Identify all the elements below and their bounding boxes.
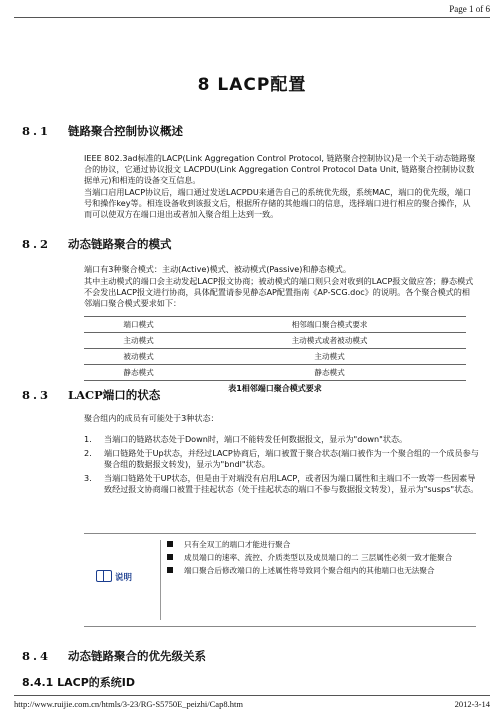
section-title: 动态链路聚合的模式 xyxy=(68,237,172,251)
footer-date: 2012-3-14 xyxy=(454,699,490,709)
table-header-cell: 端口模式 xyxy=(84,317,193,333)
table-row xyxy=(84,349,466,365)
paragraph: IEEE 802.3ad标准的LACP(Link Aggregation Control Protocol, 链路聚合控制协议)是一个关于动态链路聚合的协议，它通过协议报文 LACPDU(Link Aggregation Control Protocol Data Unit, 链路聚合控制协议数据单元)和相连的设备交互信息。 xyxy=(84,153,476,185)
paragraph: 端口有3种聚合模式：主动(Active)模式、被动模式(Passive)和静态模式。 xyxy=(84,264,351,274)
section-title: LACP端口的状态 xyxy=(68,388,161,402)
section-title: 动态链路聚合的优先级关系 xyxy=(68,649,206,663)
note-label xyxy=(96,570,132,583)
section-heading-8-2 xyxy=(22,236,172,252)
section-heading-8-1 xyxy=(22,123,183,139)
section-8-2-body xyxy=(84,264,476,310)
section-number: 8.4 xyxy=(22,649,52,663)
note-label-text: 说明 xyxy=(115,573,133,583)
section-number: 8.3 xyxy=(22,388,52,402)
table-cell: 静态模式 xyxy=(193,365,466,381)
table-header-row xyxy=(84,317,466,333)
list-item xyxy=(84,434,479,445)
section-heading-8-3 xyxy=(22,387,160,403)
note-item: 成员端口的速率、流控、介质类型以及成员端口的二 三层属性必须一致才能聚合 xyxy=(166,552,466,563)
subsection-heading-8-4-1: 8.4.1 LACP的系统ID xyxy=(22,676,136,689)
table-cell: 静态模式 xyxy=(84,365,193,381)
footer-url: http://www.ruijie.com.cn/htmls/3-23/RG-S5750E_peizhi/Cap8.htm xyxy=(14,699,243,709)
table-cell: 主动模式 xyxy=(84,333,193,349)
section-title: 链路聚合控制协议概述 xyxy=(68,124,183,138)
paragraph: 当端口启用LACP协议后，端口通过发送LACPDU来通告自己的系统优先级，系统MAC，端口的优先级，端口号和操作key等。相连设备收到该报文后，根据所存储的其他端口的信息，选择端口进行相应的聚合操作，从而可以使双方在端口退出或者加入聚合组上达到一致。 xyxy=(84,187,472,219)
note-item: 端口聚合后修改端口的上述属性将导致同个聚合组内的其他端口也无法聚合 xyxy=(166,565,466,576)
mode-requirements-table xyxy=(84,316,466,381)
table-row xyxy=(84,365,466,381)
note-box xyxy=(84,533,476,627)
paragraph: 其中主动模式的端口会主动发起LACP报文协商；被动模式的端口则只会对收到的LACP报文做应答；静态模式不会发出LACP报文进行协商，具体配置请参见静态AP配置指南《AP-SCG.doc》的说明。各个聚合模式的相邻端口聚合模式要求如下： xyxy=(84,276,474,308)
note-divider xyxy=(160,540,161,620)
section-number: 8.1 xyxy=(22,124,52,138)
section-heading-8-4 xyxy=(22,648,206,664)
table-row xyxy=(84,333,466,349)
note-list xyxy=(166,539,466,578)
section-number: 8.2 xyxy=(22,237,52,251)
section-8-3-intro: 聚合组内的成员有可能处于3种状态： xyxy=(84,413,219,423)
table-cell: 主动模式 xyxy=(193,349,466,365)
list-number: 3. xyxy=(84,473,92,483)
page-number: Page 1 of 6 xyxy=(449,4,490,14)
port-state-list xyxy=(84,434,479,498)
list-item xyxy=(84,473,479,495)
list-text: 当端口链路处于UP状态，但是由于对端没有启用LACP，或者因为端口属性和主端口不一致等一些因素导致经过报文协商端口被置于挂起状态（处于挂起状态的端口不参与数据报文转发），显示为"susps"状态。 xyxy=(104,473,479,494)
book-icon xyxy=(96,570,112,582)
list-number: 1. xyxy=(84,434,92,444)
note-item: 只有全双工的端口才能进行聚合 xyxy=(166,539,466,550)
list-text: 当端口的链路状态处于Down时，端口不能转发任何数据报文，显示为"down"状态。 xyxy=(104,434,408,444)
list-item xyxy=(84,448,479,470)
header-rule xyxy=(14,17,490,18)
table-cell: 被动模式 xyxy=(84,349,193,365)
list-text: 端口链路处于Up状态，并经过LACP协商后，端口被置于聚合状态(端口被作为一个聚合组的一个成员参与聚合组的数据报文转发)，显示为"bndl"状态。 xyxy=(104,448,479,469)
table-caption: 表1相邻端口聚合模式要求 xyxy=(228,384,322,393)
table-header-cell: 相邻端口聚合模式要求 xyxy=(193,317,466,333)
chapter-title: 8 LACP配置 xyxy=(197,75,307,95)
table-cell: 主动模式或者被动模式 xyxy=(193,333,466,349)
footer-rule xyxy=(14,695,490,696)
section-8-1-body xyxy=(84,153,476,221)
list-number: 2. xyxy=(84,448,92,458)
